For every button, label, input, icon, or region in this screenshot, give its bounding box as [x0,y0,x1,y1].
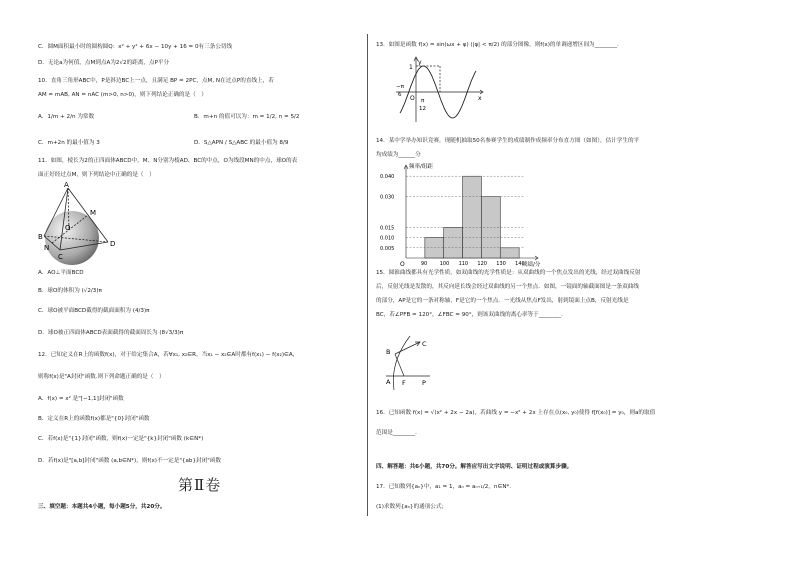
histogram-y-tick: 0.040 [380,174,395,181]
graph-label-origin: O [410,95,415,102]
histogram-bar [500,248,519,258]
q15-stem-2: 后，反射光线是发散的，其反向延长线会经过双曲线的另一个焦点．如图，一镜面的轴截面图是一条双曲线 [376,284,639,290]
q10-stem-2: AM = mAB, AN = nAC (m>0, n>0)，则下列结论正确的是（ ） [38,92,207,98]
mirror-label-c: C [422,340,427,348]
histogram-y-tick: 0.030 [380,194,395,201]
histogram-y-tick: 0.005 [380,245,395,252]
q14-stem-1: 14．某中学举办知识竞赛，现随机抽取50名参赛学生的成绩制作成频率分布直方图（如图），估计学生的平 [376,138,640,144]
q10-option-b: B．m+n 的值可以为：m = 1/2, n = 5/2 [194,114,300,120]
ray-fb [395,354,404,376]
column-divider [367,34,368,516]
hyperbola-mirror-figure [382,332,452,394]
q11-stem-2: 面正好经过点M，则下列结论中正确的是（ ） [38,172,155,178]
q11-option-b: B．球O的体积为 (√2/3)π [38,288,102,294]
sine-graph-figure [392,52,488,124]
q12-option-c: C．若f(x)是"{1}封闭"函数，则f(x)一定是"{k}封闭"函数 (k∈N*) [38,436,204,442]
section-title: 第Ⅱ卷 [178,476,222,494]
graph-label-twelve: 12 [419,106,426,112]
tetra-label-m: M [90,209,97,217]
tetra-label-c: C [58,253,63,261]
q12-stem-1: 12．已知定义在R上的函数f(x)，对于给定集合A，若∀x₁, x₂∈R，当x₁ − x₂∈A时都有f(x₁) − f(x₂)∈A， [38,352,299,358]
q10-option-c: C．m+2n 的最小值为 3 [38,140,100,146]
histogram-y-label: 频率/组距 [409,164,433,170]
q12-option-b: B．定义在R上的函数f(x)都是"{0}封闭"函数 [38,416,150,422]
part4-heading: 四、解答题：共6小题，共70分。解答应写出文字说明、证明过程或演算步骤。 [376,464,573,470]
histogram-x-tick: 140 [515,261,525,267]
q9-option-d: D．无论a为何值，点M到点A为2√2的距离，点P平分 [38,60,170,66]
q10-option-d: D．S△APN / S△ABC 的最小值为 8/9 [194,140,289,146]
histogram-bar [463,176,482,258]
q9-option-c: C．圆M面积最小时的圆构圆Q：x² + y² + 6x − 10y + 16 = 0有三条公切线 [38,44,233,50]
histogram-x-tick: 120 [477,261,487,267]
graph-label-pi: π [421,98,425,104]
tetra-label-b: B [38,233,43,241]
histogram-y-tick: 0.010 [380,235,395,242]
q15-stem-3: 的部分，AP是它的一条对称轴，F是它的一个焦点．一光线从焦点F发出，射到镜面上点B，反射光线是 [376,298,629,304]
tetra-label-n: N [44,244,50,252]
q12-option-a: A．f(x) = x² 是"[−1,1]封闭"函数 [38,396,124,402]
q11-option-d: D．球O被正四面体ABCD表面截得的截面周长为 (8√3/3)π [38,330,184,336]
q10-option-a: A．1/m + 2/n 为常数 [38,114,95,120]
part3-heading: 三、填空题：本题共4小题，每小题5分，共20分。 [38,504,166,510]
q16-stem-1: 16．已知函数 f(x) = √(x² + 2x − 2a)，若曲线 y = −x² + 2x 上存在点(x₀, y₀)使得 f[f(x₀)] = y₀，则a的取值 [376,410,656,416]
q11-option-a: A．AO⊥平面BCD [38,270,84,276]
histogram-x-label: 成绩/分 [522,262,541,268]
graph-label-neg-pi: −π [396,84,404,90]
histogram-x-tick: 110 [458,261,469,267]
q15-stem-1: 15．圆锥曲线都具有光学性质，如双曲线的光学性质是：从双曲线的一个焦点发出的光线，经过双曲线反射 [376,270,641,276]
tetrahedron-sphere-figure [38,180,128,298]
histogram-bar [444,227,463,258]
mirror-label-b: B [386,348,391,356]
graph-label-six: 6 [398,92,402,98]
ray-bc [395,342,420,354]
q12-option-d: D．若f(x)是"[a,b]封闭"函数 (a,b∈N*)，则f(x)不一定是"{ab}封闭"函数 [38,458,221,464]
histogram-origin: O [400,261,405,268]
q16-stem-2: 范围是________. [376,430,417,436]
frequency-histogram [376,160,546,268]
q13-stem: 13．如图是函数 f(x) = sin(ωx + φ) (|φ| < π/2) 的部分图像，则f(x)的单调递增区间为________. [376,42,619,48]
tetra-label-d: D [110,240,116,248]
q12-stem-2: 则称f(x)是"A封闭"函数.则下列命题正确的是（ ） [38,374,165,380]
histogram-x-tick: 90 [420,261,428,267]
tetra-label-o: O [65,224,71,232]
tetra-label-a: A [64,181,69,189]
q11-stem-1: 11．如图，棱长为2的正四面体ABCD中，M、N分别为棱AD、BC的中点，O为线段MN的中点，球O的表 [38,158,298,164]
graph-label-x: x [478,95,482,102]
q17-part-1: (1)求数列{aₙ}的通项公式； [376,504,448,510]
histogram-y-tick: 0.015 [380,225,395,232]
mirror-label-a: A [386,378,391,386]
q10-stem-1: 10．直角三角形ABC中，P是斜边BC上一点，且满足 BP = 2PC，点M, N在过点P的直线上，若 [38,78,274,84]
q17-stem: 17．已知数列{aₙ}中，a₁ = 1，aₙ = aₙ₊₁/2，n∈N*. [376,484,512,490]
q11-option-c: C．球O被平面BCD截得的截面面积为 (4/3)π [38,308,150,314]
graph-label-one: 1 [409,64,413,71]
q15-stem-4: BC，若∠PFB = 120°，∠FBC = 90°，则该双曲线的离心率等于________. [376,312,563,318]
q14-stem-2: 均成绩为______分 [376,152,421,158]
graph-label-y: y [418,59,422,66]
mirror-label-p: P [422,379,426,387]
histogram-x-tick: 130 [496,261,506,267]
mirror-label-f: F [402,379,406,387]
histogram-x-tick: 100 [439,261,450,267]
